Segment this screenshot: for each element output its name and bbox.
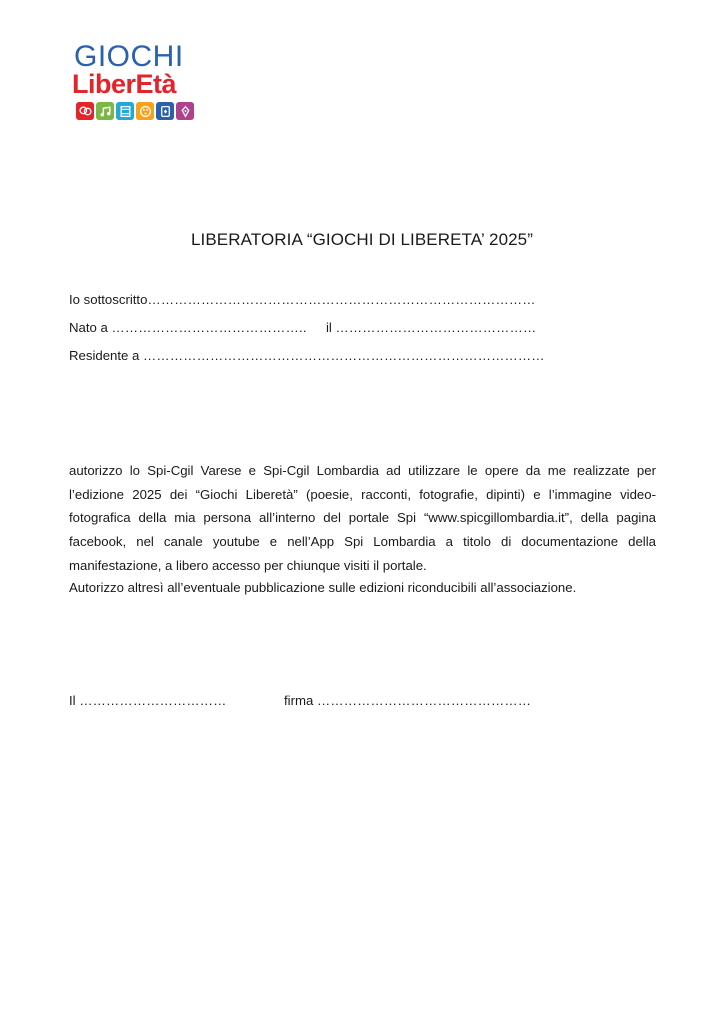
nato-label: Nato a <box>69 320 112 335</box>
field-sottoscritto <box>69 292 536 307</box>
field-nato-a <box>69 320 307 335</box>
field-firma <box>284 693 531 708</box>
il-label: il <box>326 320 336 335</box>
logo-icons-row <box>76 102 194 120</box>
logo-line-libereta: LiberEtà <box>72 69 177 99</box>
residente-label: Residente a <box>69 348 144 363</box>
pen-icon <box>176 102 194 120</box>
sottoscritto-blank: …………………………………………………………………………… <box>147 292 536 307</box>
il-blank: ……………………………………… <box>335 320 537 335</box>
document-title: LIBERATORIA “GIOCHI DI LIBERETA’ 2025” <box>190 230 533 249</box>
field-date <box>69 693 227 708</box>
field-il <box>326 320 536 335</box>
residente-blank: ……………………………………………………………………………… <box>143 348 545 363</box>
sottoscritto-label: Io sottoscritto <box>69 292 148 307</box>
theater-icon <box>76 102 94 120</box>
firma-blank: ………………………………………… <box>316 693 532 708</box>
authorization-paragraph: autorizzo lo Spi-Cgil Varese e Spi-Cgil Lombardia ad utilizzare le opere da me realizzate per l’edizione 2025 dei “Giochi Liberetà” (poesie, racconti, fotografie, dipinti) e l’immagine video-fotografica della mia persona all’interno del portale Spi “www.spicgillombardia.it”, della pagina facebook, nel canale youtube e nell’App Spi Lombardia a titolo di documentazione della manifestazione, a libero accesso per chiunque visiti il portale. <box>69 463 656 573</box>
film-icon <box>116 102 134 120</box>
publication-paragraph: Autorizzo altresì all’eventuale pubblicazione sulle edizioni riconducibili all’associazione. <box>69 580 577 595</box>
palette-icon <box>136 102 154 120</box>
card-icon <box>156 102 174 120</box>
firma-label: firma <box>284 693 317 708</box>
nato-blank: …………………………………….. <box>111 320 307 335</box>
giochi-libereta-logo <box>72 42 192 126</box>
date-label: Il <box>69 693 80 708</box>
logo-line-giochi: GIOCHI <box>74 40 184 73</box>
date-blank: …………………………… <box>79 693 227 708</box>
music-icon <box>96 102 114 120</box>
field-residente <box>69 348 545 363</box>
